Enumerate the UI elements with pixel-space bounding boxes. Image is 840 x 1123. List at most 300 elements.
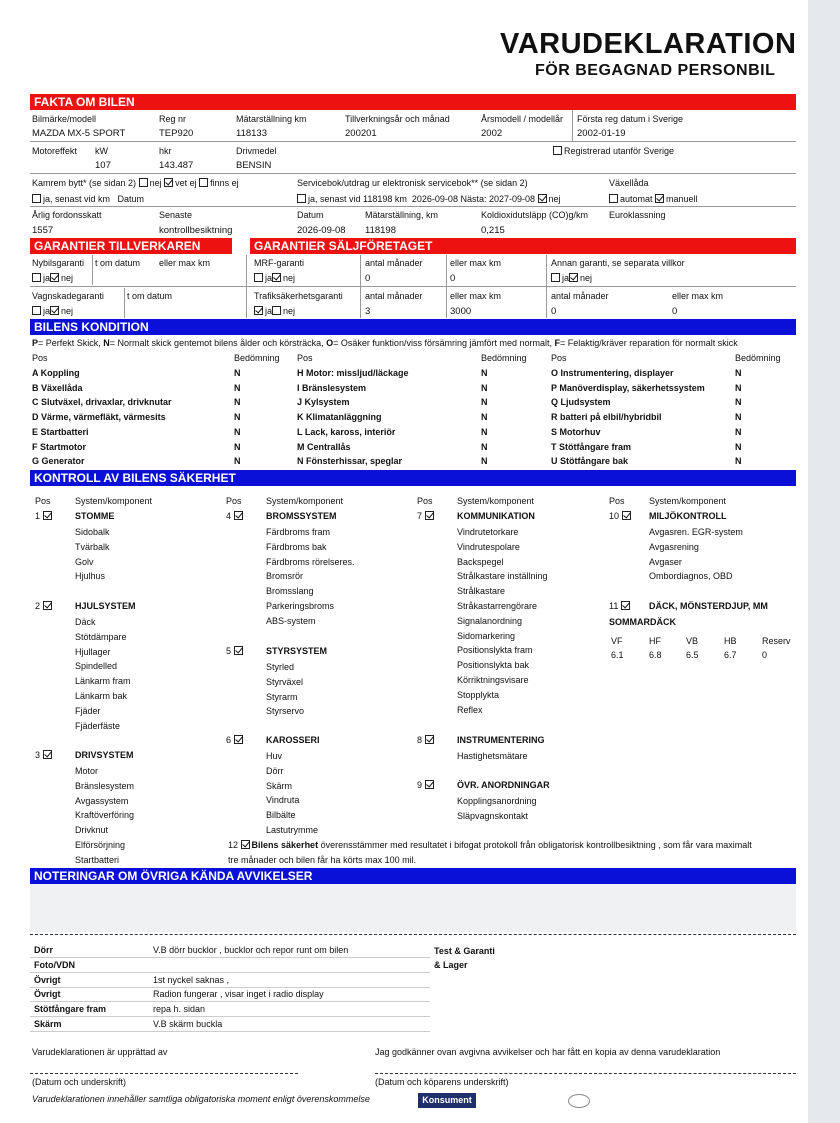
value-hk: 143.487	[159, 160, 194, 171]
condition-rating: N	[735, 426, 742, 437]
component-item: Stötdämpare	[75, 631, 127, 642]
option-label: nej	[61, 306, 74, 316]
kontroll-pos-4: Pos	[609, 496, 625, 506]
legend-text: = Normalt skick gentemot bilens ålder och körsträcka,	[109, 338, 327, 348]
component-item: Lastutrymme	[266, 825, 319, 835]
condition-rating: N	[481, 412, 488, 423]
pos-number: 3	[35, 750, 41, 760]
legend-key: F	[554, 338, 560, 348]
checkbox-checked[interactable]	[425, 735, 434, 744]
component-item: ABS-system	[266, 615, 316, 626]
component-item: Startbatteri	[75, 854, 120, 865]
condition-rating: N	[234, 397, 241, 408]
component-item: Däck	[75, 617, 96, 627]
label-hk: hkr	[159, 146, 172, 156]
label-mrf-antal: antal månader	[365, 258, 423, 268]
condition-item: R batteri på elbil/hybridbil	[551, 412, 662, 423]
note-label: Övrigt	[34, 974, 61, 985]
annan-options	[551, 273, 592, 283]
checkbox[interactable]	[609, 194, 618, 203]
value-mrf-km: 0	[450, 273, 456, 284]
condition-item: B Växellåda	[32, 382, 83, 393]
component-item: Hastighetsmätare	[457, 751, 528, 761]
pos-number: 2	[35, 601, 41, 611]
pos-number: 9	[417, 780, 423, 790]
legend-text: = Osäker funktion/viss försämring jämfört med normalt,	[333, 338, 555, 348]
group-title: HJULSYSTEM	[75, 601, 136, 611]
group-title: KOMMUNIKATION	[457, 511, 535, 521]
component-item: Bilbälte	[266, 810, 296, 821]
option-label: nej	[283, 273, 296, 283]
note-value: V.B skärm buckla	[153, 1019, 223, 1029]
label-ellermax: eller max km	[159, 258, 211, 268]
checkbox-checked[interactable]	[655, 194, 664, 203]
group-title: BROMSSYSTEM	[266, 511, 337, 521]
component-item: Reflex	[457, 704, 483, 715]
label-annan-antal: antal månader	[551, 291, 609, 301]
value-firstreg: 2002-01-19	[577, 128, 626, 139]
label-brand: Bilmärke/modell	[32, 114, 97, 124]
checkbox-checked[interactable]	[538, 194, 547, 203]
col3-bed-head: Bedömning	[735, 353, 781, 363]
condition-item: E Startbatteri	[32, 426, 89, 437]
col1-bed-head: Bedömning	[234, 353, 280, 363]
condition-rating: N	[735, 441, 742, 452]
condition-rating: N	[234, 426, 241, 437]
condition-rating: N	[735, 382, 742, 393]
value-manufactured: 200201	[345, 128, 377, 139]
condition-rating: N	[481, 426, 488, 437]
value-brand: MAZDA MX-5 SPORT	[32, 128, 126, 139]
option-label: ja	[265, 273, 273, 283]
seal-icon	[568, 1094, 590, 1108]
option-label: vet ej	[175, 178, 197, 188]
label-mileage: Mätarställning km	[236, 114, 307, 124]
kontroll-sys-2: System/komponent	[266, 496, 344, 506]
pos-number: 11	[609, 601, 619, 611]
condition-item: F Startmotor	[32, 441, 86, 452]
condition-item: G Generator	[32, 456, 85, 467]
component-item: Länkarm fram	[75, 676, 131, 687]
tyre-value: 6.5	[686, 650, 699, 660]
item-12	[228, 840, 752, 850]
tyre-value: 6.1	[611, 650, 624, 660]
pos-number: 8	[417, 735, 423, 745]
label-kw: kW	[95, 146, 108, 156]
component-item: Sidobalk	[75, 527, 110, 537]
page-title: VARUDEKLARATION	[500, 28, 797, 60]
seller-name-2: & Lager	[434, 960, 468, 970]
checkbox[interactable]	[199, 178, 208, 187]
component-item: Styrarm	[266, 691, 298, 702]
component-item: Drivknut	[75, 825, 109, 836]
note-rule	[30, 1016, 430, 1017]
option-label: nej	[61, 273, 74, 283]
condition-rating: N	[481, 397, 488, 408]
option-label: ja	[562, 273, 570, 283]
timing-belt-ja-row	[32, 194, 144, 204]
note-value: 1st nyckel saknas ,	[153, 974, 230, 985]
condition-rating: N	[234, 412, 241, 423]
condition-rating: N	[234, 441, 241, 452]
kontroll-pos-1: Pos	[35, 496, 51, 506]
label-vagn-tom: t om datum	[127, 291, 173, 301]
component-item: Tvärbalk	[75, 541, 110, 552]
condition-item: L Lack, kaross, interiör	[297, 426, 396, 437]
group-title: STYRSYSTEM	[266, 646, 328, 656]
component-item: Hjulhus	[75, 571, 106, 582]
label-annan: Annan garanti, se separata villkor	[551, 258, 685, 268]
condition-item: O Instrumentering, displayer	[551, 368, 674, 378]
sign-left-sub: (Datum och underskrift)	[32, 1077, 127, 1087]
checkbox[interactable]	[297, 194, 306, 203]
value-mrf-man: 0	[365, 273, 371, 284]
service-dates: 2026-09-08 Nästa: 2027-09-08	[411, 194, 535, 204]
checkbox-checked[interactable]	[569, 273, 578, 282]
group-g10	[609, 511, 633, 521]
kontroll-sys-4: System/komponent	[649, 496, 727, 506]
condition-rating: N	[481, 382, 488, 393]
option-label: ja	[43, 273, 51, 283]
checkbox-checked[interactable]	[622, 511, 631, 520]
nybil-options	[32, 273, 73, 283]
trafik-options	[254, 306, 295, 316]
pos-number: 10	[609, 511, 620, 521]
checkbox-checked[interactable]	[234, 735, 243, 744]
note-label: Dörr	[34, 945, 54, 955]
component-item: Golv	[75, 556, 94, 567]
tyre-head: HB	[724, 636, 737, 646]
label-vagn: Vagnskadegaranti	[32, 291, 104, 301]
component-item: Ombordiagnos, OBD	[649, 571, 733, 582]
checkbox-checked[interactable]	[43, 750, 52, 759]
label-power: Motoreffekt	[32, 146, 77, 156]
checkbox-checked[interactable]	[234, 646, 243, 655]
condition-rating: N	[481, 441, 488, 452]
tyre-head: VB	[686, 636, 699, 646]
checkbox-checked[interactable]	[50, 306, 59, 315]
sign-right-line[interactable]	[375, 1073, 796, 1074]
component-item: Avgaser	[649, 556, 682, 567]
component-item: Bränslesystem	[75, 780, 135, 791]
value-annan-man: 0	[551, 306, 557, 317]
component-item: Styrled	[266, 662, 295, 672]
condition-item: M Centrallås	[297, 441, 351, 452]
checkbox[interactable]	[272, 306, 281, 315]
option-label: manuell	[666, 194, 698, 204]
component-item: Styrväxel	[266, 676, 304, 687]
component-item: Bromsrör	[266, 571, 304, 582]
component-item: Stopplykta	[457, 689, 500, 700]
condition-item: U Stötfångare bak	[551, 456, 629, 467]
label-trafik-km: eller max km	[450, 291, 502, 301]
option-label: automat	[620, 194, 653, 204]
group-title: INSTRUMENTERING	[457, 735, 545, 745]
component-item: Strålkastare	[457, 586, 506, 597]
label-inspection: Senaste	[159, 210, 193, 220]
tyre-subheader: SOMMARDÄCK	[609, 617, 676, 627]
service-row	[297, 194, 561, 204]
group-g2	[35, 601, 54, 611]
gearbox-row	[609, 194, 698, 204]
checkbox[interactable]	[32, 306, 41, 315]
option-label: nej	[149, 178, 162, 188]
condition-rating: N	[234, 382, 241, 393]
group-title: MILJÖKONTROLL	[649, 511, 727, 521]
checkbox-checked[interactable]	[43, 601, 52, 610]
group-g7	[417, 511, 436, 521]
group-g11	[609, 601, 632, 611]
option-label: nej	[548, 194, 561, 204]
label-annan-km: eller max km	[672, 291, 724, 301]
konsument-logo: Konsument	[418, 1093, 476, 1108]
group-title: STOMME	[75, 511, 115, 521]
label-mrf-km: eller max km	[450, 258, 502, 268]
checkbox-checked[interactable]	[425, 780, 434, 789]
tyre-value: 6.8	[649, 650, 662, 660]
item-12-line2: tre månader och bilen får ha körts max 100 mil.	[228, 855, 417, 865]
value-insp-date: 2026-09-08	[297, 225, 346, 236]
checkbox-checked[interactable]	[241, 840, 250, 849]
registered-abroad[interactable]	[553, 146, 674, 156]
kondition-legend	[32, 338, 738, 348]
component-item: Avgasrening	[649, 541, 699, 552]
value-fuel: BENSIN	[236, 160, 272, 171]
page-margin	[808, 0, 840, 1123]
checkbox[interactable]	[553, 146, 562, 155]
checkbox-checked[interactable]	[50, 273, 59, 282]
group-title: DRIVSYSTEM	[75, 750, 134, 760]
option-label: ja	[43, 306, 51, 316]
pos-number: 12	[228, 840, 239, 850]
option-label: finns ej	[210, 178, 239, 188]
registered-abroad-label: Registrerad utanför Sverige	[564, 146, 675, 156]
condition-item: C Slutväxel, drivaxlar, drivknutar	[32, 397, 172, 408]
component-item: Vindrutespolare	[457, 541, 520, 552]
note-value: Radion fungerar , visar inget i radio display	[153, 989, 324, 1000]
checkbox[interactable]	[139, 178, 148, 187]
component-item: Kopplingsanordning	[457, 796, 537, 806]
component-item: Vindrutetorkare	[457, 527, 519, 537]
page-subtitle: FÖR BEGAGNAD PERSONBIL	[535, 62, 776, 79]
kontroll-header: KONTROLL AV BILENS SÄKERHET	[30, 470, 796, 486]
option-label: nej	[580, 273, 593, 283]
sign-right-label: Jag godkänner ovan avgivna avvikelser och har fått en kopia av denna varudeklaration	[375, 1047, 721, 1057]
pos-number: 5	[226, 646, 232, 656]
fakta-header: FAKTA OM BILEN	[30, 94, 796, 110]
condition-item: H Motor: missljud/läckage	[297, 368, 409, 378]
noteringar-header: NOTERINGAR OM ÖVRIGA KÄNDA AVVIKELSER	[30, 868, 796, 884]
component-item: Färdbroms bak	[266, 541, 327, 552]
component-item: Färdbroms fram	[266, 527, 331, 537]
checkbox-checked[interactable]	[621, 601, 630, 610]
label-trafik-antal: antal månader	[365, 291, 423, 301]
group-g1	[35, 511, 54, 521]
label-nybil: Nybilsgaranti	[32, 258, 85, 268]
note-rule	[30, 1031, 430, 1032]
sign-left-label: Varudeklarationen är upprättad av	[32, 1047, 168, 1057]
component-item: Avgassystem	[75, 795, 129, 806]
checkbox[interactable]	[254, 273, 263, 282]
component-item: Elförsörjning	[75, 840, 126, 850]
condition-rating: N	[735, 368, 742, 378]
condition-item: T Stötfångare fram	[551, 441, 632, 452]
checkbox[interactable]	[32, 273, 41, 282]
note-rule	[30, 987, 430, 988]
legend-text: = Perfekt Skick,	[38, 338, 104, 348]
value-trafik-km: 3000	[450, 306, 472, 317]
condition-rating: N	[735, 397, 742, 408]
component-item: Länkarm bak	[75, 691, 128, 701]
checkbox-checked[interactable]	[425, 511, 434, 520]
condition-rating: N	[234, 368, 241, 378]
component-item: Släpvagnskontakt	[457, 810, 529, 821]
legend-key: P	[32, 338, 39, 348]
seller-name-1: Test & Garanti	[434, 946, 495, 956]
checkbox-checked[interactable]	[164, 178, 173, 187]
checkbox-checked[interactable]	[272, 273, 281, 282]
component-item: Styrservo	[266, 706, 305, 717]
value-regnr: TEP920	[159, 128, 194, 139]
tyre-value: 6.7	[724, 650, 737, 660]
component-item: Skärm	[266, 780, 293, 791]
label-tax: Årlig fordonsskatt	[32, 210, 102, 220]
garanti-tillverkare-header: GARANTIER TILLVERKAREN	[30, 238, 232, 254]
condition-rating: N	[735, 456, 742, 467]
group-g4	[226, 511, 245, 521]
component-item: Huv	[266, 751, 283, 761]
condition-item: D Värme, värmefläkt, värmesits	[32, 412, 166, 423]
group-title: DÄCK, MÖNSTERDJUP, MM	[649, 601, 768, 611]
value-insp-km: 118198	[365, 225, 396, 236]
component-item: Stråkastarrengörare	[457, 601, 538, 611]
tyre-head: VF	[611, 636, 623, 646]
option-label: ja	[265, 306, 273, 316]
kontroll-pos-2: Pos	[226, 496, 242, 506]
label-regnr: Reg nr	[159, 114, 187, 124]
option-label: ja, senast vid km	[43, 194, 111, 204]
component-item: Fjäderfäste	[75, 720, 121, 731]
label-insp-date: Datum	[297, 210, 324, 220]
safety-bold: Bilens säkerhet	[251, 840, 319, 850]
pos-number: 4	[226, 511, 232, 521]
component-item: Backspegel	[457, 556, 504, 567]
value-tax: 1557	[32, 225, 54, 236]
component-item: Strålkastare inställning	[457, 571, 548, 582]
footer-note: Varudeklarationen innehåller samtliga obligatoriska moment enligt överenskommelse	[32, 1094, 370, 1104]
gearbox-label: Växellåda	[609, 178, 649, 188]
pos-number: 1	[35, 511, 41, 521]
service-label: Servicebok/utdrag ur elektronisk servicebok** (se sidan 2)	[297, 178, 528, 188]
checkbox-checked[interactable]	[234, 511, 243, 520]
checkbox-checked[interactable]	[254, 306, 263, 315]
kontroll-sys-1: System/komponent	[75, 496, 153, 506]
condition-item: N Fönsterhissar, speglar	[297, 456, 403, 467]
noteringar-area	[30, 884, 796, 932]
checkbox[interactable]	[551, 273, 560, 282]
component-item: Hjullager	[75, 646, 111, 657]
component-item: Dörr	[266, 765, 284, 776]
kontroll-sys-3: System/komponent	[457, 496, 535, 506]
garanti-salj-header: GARANTIER SÄLJFÖRETAGET	[250, 238, 796, 254]
component-item: Fjäder	[75, 705, 101, 716]
condition-item: K Klimatanläggning	[297, 412, 382, 423]
legend-key: O	[326, 338, 334, 348]
sign-left-line[interactable]	[30, 1073, 298, 1074]
condition-item: S Motorhuv	[551, 426, 601, 437]
component-item: Körriktningsvisare	[457, 675, 529, 685]
group-title: KAROSSERI	[266, 735, 320, 745]
col2-bed-head: Bedömning	[481, 353, 527, 363]
label-trafik: Trafiksäkerhetsgaranti	[254, 291, 343, 301]
label-euroclass: Euroklassning	[609, 210, 666, 220]
note-label: Övrigt	[34, 989, 61, 1000]
group-g8	[417, 735, 436, 745]
component-item: Kraftöverföring	[75, 810, 135, 821]
checkbox[interactable]	[32, 194, 41, 203]
kondition-header: BILENS KONDITION	[30, 319, 796, 335]
timing-belt-label: Kamrem bytt* (se sidan 2)	[32, 178, 137, 188]
timing-belt-row	[32, 178, 239, 188]
condition-rating: N	[481, 368, 488, 378]
component-item: Vindruta	[266, 795, 300, 806]
component-item: Parkeringsbroms	[266, 601, 335, 611]
checkbox-checked[interactable]	[43, 511, 52, 520]
label-fuel: Drivmedel	[236, 146, 277, 156]
condition-item: P Manöverdisplay, säkerhetssystem	[551, 382, 705, 393]
mrf-options	[254, 273, 295, 283]
component-item: Positionslykta bak	[457, 660, 530, 671]
tyre-head: HF	[649, 636, 661, 646]
kontroll-pos-3: Pos	[417, 496, 433, 506]
value-co2: 0,215	[481, 225, 505, 236]
label-firstreg: Första reg datum i Sverige	[577, 114, 684, 124]
component-item: Motor	[75, 766, 99, 776]
value-mileage: 118133	[236, 128, 267, 139]
component-item: Sidomarkering	[457, 630, 516, 641]
component-item: Spindelled	[75, 661, 118, 672]
vagn-options	[32, 306, 73, 316]
note-label: Foto/VDN	[34, 959, 75, 970]
sign-right-sub: (Datum och köparens underskrift)	[375, 1077, 509, 1087]
col1-pos-head: Pos	[32, 353, 48, 363]
tyre-value: 0	[762, 650, 768, 660]
label-tom: t om datum	[95, 258, 141, 268]
note-label: Stötfångare fram	[34, 1004, 107, 1015]
value-annan-km: 0	[672, 306, 678, 317]
note-value: V.B dörr bucklor , bucklor och repor runt om bilen	[153, 945, 349, 955]
label-mrf: MRF-garanti	[254, 258, 305, 268]
label-insp-km: Mätarställning, km	[365, 210, 439, 220]
component-item: Avgasren. EGR-system	[649, 527, 743, 537]
condition-item: A Koppling	[32, 368, 80, 378]
condition-rating: N	[481, 456, 488, 467]
date-label: Datum	[117, 194, 145, 204]
pos-number: 6	[226, 735, 232, 745]
note-rule	[30, 1001, 430, 1002]
group-g9	[417, 780, 436, 790]
legend-key: N	[103, 338, 110, 348]
option-label: ja, senast vid 118198 km	[308, 194, 407, 204]
col3-pos-head: Pos	[551, 353, 567, 363]
note-value: repa h. sidan	[153, 1004, 206, 1015]
safety-text: överensstämmer med resultatet i bifogat protokoll från obligatorisk kontrollbesiktning , som får vara maximalt	[318, 840, 752, 850]
note-rule	[30, 957, 430, 958]
value-trafik-man: 3	[365, 306, 371, 317]
group-g6	[226, 735, 245, 745]
condition-rating: N	[735, 412, 742, 423]
component-item: Bromsslang	[266, 586, 314, 597]
